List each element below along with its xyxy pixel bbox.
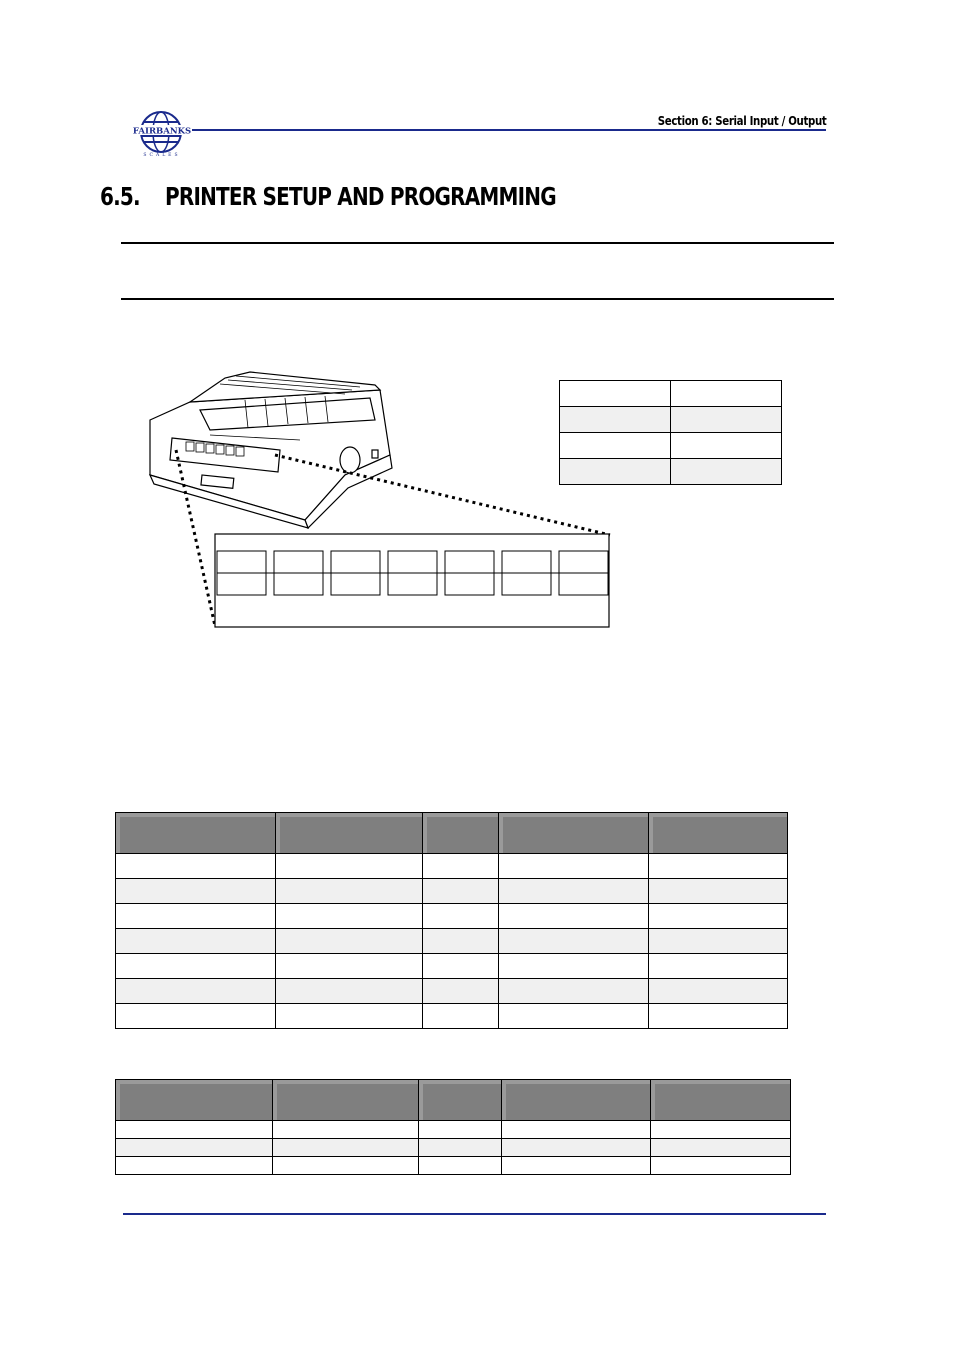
logo-text: FAIRBANKS (132, 126, 192, 137)
column-header (116, 813, 276, 854)
section-label: Section 6: Serial Input / Output (657, 114, 826, 128)
table-cell (275, 854, 422, 879)
table-row (560, 381, 782, 407)
table-cell (649, 929, 788, 954)
printer-settings-table-2 (115, 1079, 791, 1175)
table-cell (116, 954, 276, 979)
column-header (502, 1080, 651, 1121)
table-row (116, 1004, 788, 1029)
divider-top (121, 242, 834, 244)
table-cell (651, 1139, 791, 1157)
table-cell (418, 1157, 502, 1175)
table-cell (275, 929, 422, 954)
printer-settings-table-1 (115, 812, 788, 1029)
table-cell (499, 929, 649, 954)
table-cell (422, 904, 499, 929)
table-cell (422, 954, 499, 979)
table-cell (116, 929, 276, 954)
page-title: PRINTER SETUP AND PROGRAMMING (165, 182, 556, 211)
table-cell (560, 381, 671, 407)
column-header (272, 1080, 418, 1121)
table-row (560, 407, 782, 433)
column-header (275, 813, 422, 854)
table-cell (116, 1157, 273, 1175)
table-cell (649, 854, 788, 879)
table-row (116, 879, 788, 904)
table-row (116, 1157, 791, 1175)
table-cell (560, 433, 671, 459)
column-header (651, 1080, 791, 1121)
column-header (649, 813, 788, 854)
table-cell (422, 854, 499, 879)
table-header-row (116, 1080, 791, 1121)
table-row (116, 1121, 791, 1139)
table-row (116, 904, 788, 929)
table-cell (275, 979, 422, 1004)
table-cell (649, 979, 788, 1004)
table-header-row (116, 813, 788, 854)
table-cell (275, 954, 422, 979)
table-row (560, 433, 782, 459)
table-cell (502, 1157, 651, 1175)
footer-rule (123, 1213, 826, 1215)
table-row (116, 854, 788, 879)
table-cell (418, 1139, 502, 1157)
fairbanks-logo (128, 108, 200, 158)
table-cell (560, 459, 671, 485)
table-cell (499, 904, 649, 929)
divider-bottom (121, 298, 834, 300)
settings-table (559, 380, 782, 485)
table-cell (499, 854, 649, 879)
section-number: 6.5. (100, 182, 140, 211)
table-cell (651, 1157, 791, 1175)
table-cell (422, 979, 499, 1004)
table-cell (422, 879, 499, 904)
table-row (116, 954, 788, 979)
table-cell (499, 954, 649, 979)
column-header (422, 813, 499, 854)
table-cell (275, 879, 422, 904)
table-row (116, 929, 788, 954)
table-cell (499, 879, 649, 904)
column-header (418, 1080, 502, 1121)
column-header (116, 1080, 273, 1121)
table-cell (671, 407, 782, 433)
table-cell (499, 979, 649, 1004)
printer-illustration (130, 360, 620, 640)
table-cell (422, 929, 499, 954)
table-cell (116, 854, 276, 879)
column-header (499, 813, 649, 854)
table-cell (422, 1004, 499, 1029)
table-row (560, 459, 782, 485)
table-cell (651, 1121, 791, 1139)
table-cell (649, 879, 788, 904)
table-cell (671, 459, 782, 485)
table-cell (418, 1121, 502, 1139)
header-rule (192, 129, 826, 131)
table-cell (502, 1121, 651, 1139)
table-cell (649, 904, 788, 929)
table-cell (116, 1121, 273, 1139)
table-cell (275, 904, 422, 929)
table-cell (275, 1004, 422, 1029)
table-cell (502, 1139, 651, 1157)
table-cell (499, 1004, 649, 1029)
table-cell (116, 904, 276, 929)
table-row (116, 979, 788, 1004)
table-cell (116, 1139, 273, 1157)
table-cell (671, 433, 782, 459)
table-cell (560, 407, 671, 433)
logo-subtext: SCALES (143, 153, 181, 158)
table-cell (649, 954, 788, 979)
table-cell (272, 1157, 418, 1175)
table-cell (116, 1004, 276, 1029)
table-cell (116, 879, 276, 904)
table-cell (649, 1004, 788, 1029)
table-cell (116, 979, 276, 1004)
table-cell (671, 381, 782, 407)
table-cell (272, 1139, 418, 1157)
table-cell (272, 1121, 418, 1139)
table-row (116, 1139, 791, 1157)
